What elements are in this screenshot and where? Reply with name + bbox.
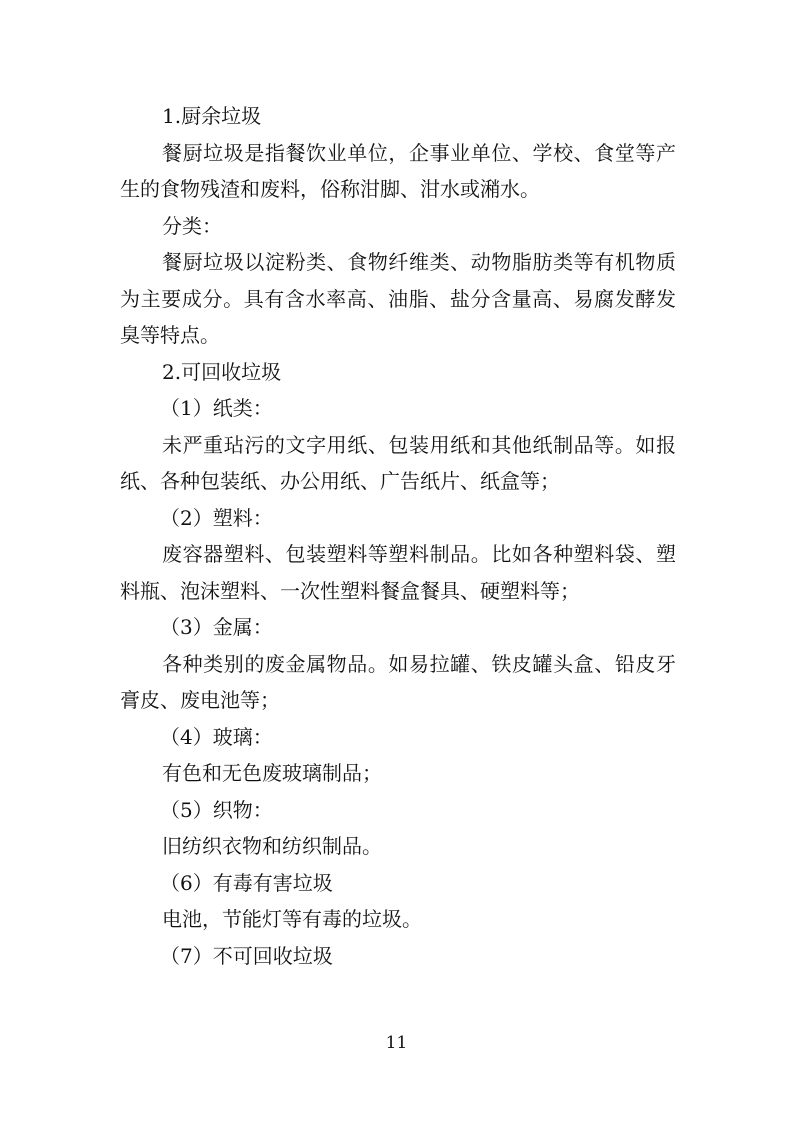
paragraph-textile-description: 旧纺织衣物和纺织制品。 [162,834,382,858]
item-label-textile: （5）织物： [160,797,273,822]
paragraph-plastic-description: 废容器塑料、包装塑料等塑料制品。比如各种塑料袋、塑料瓶、泡沫塑料、一次性塑料餐盒餐具、硬塑料等； [120,542,676,603]
section-heading-recyclable-waste: 2.可回收垃圾 [162,359,282,384]
document-body [120,98,676,974]
paragraph-kitchen-waste-composition: 餐厨垃圾以淀粉类、食物纤维类、动物脂肪类等有机物质为主要成分。具有含水率高、油脂、盐分含量高、易腐发酵发臭等特点。 [120,250,676,347]
paragraph-classification-label: 分类： [162,213,222,238]
section-heading-kitchen-waste: 1.厨余垃圾 [162,104,262,128]
item-label-glass: （4）玻璃： [160,724,273,749]
paragraph-glass-description: 有色和无色废玻璃制品； [162,761,382,785]
page-number: 11 [385,1033,408,1053]
item-label-hazardous: （6）有毒有害垃圾 [160,870,333,895]
paragraph-kitchen-waste-definition: 餐厨垃圾是指餐饮业单位，企事业单位、学校、食堂等产生的食物残渣和废料，俗称泔脚、泔水或潲水。 [120,140,676,201]
item-label-paper: （1）纸类： [160,396,273,420]
paragraph-paper-description: 未严重玷污的文字用纸、包装用纸和其他纸制品等。如报纸、各种包装纸、办公用纸、广告纸片、纸盒等； [120,432,676,493]
item-label-plastic: （2）塑料： [160,505,273,530]
item-label-non-recyclable: （7）不可回收垃圾 [160,943,333,968]
paragraph-metal-description: 各种类别的废金属物品。如易拉罐、铁皮罐头盒、铅皮牙膏皮、废电池等； [120,651,676,712]
item-label-metal: （3）金属： [160,615,273,639]
paragraph-hazardous-description: 电池，节能灯等有毒的垃圾。 [162,907,422,931]
